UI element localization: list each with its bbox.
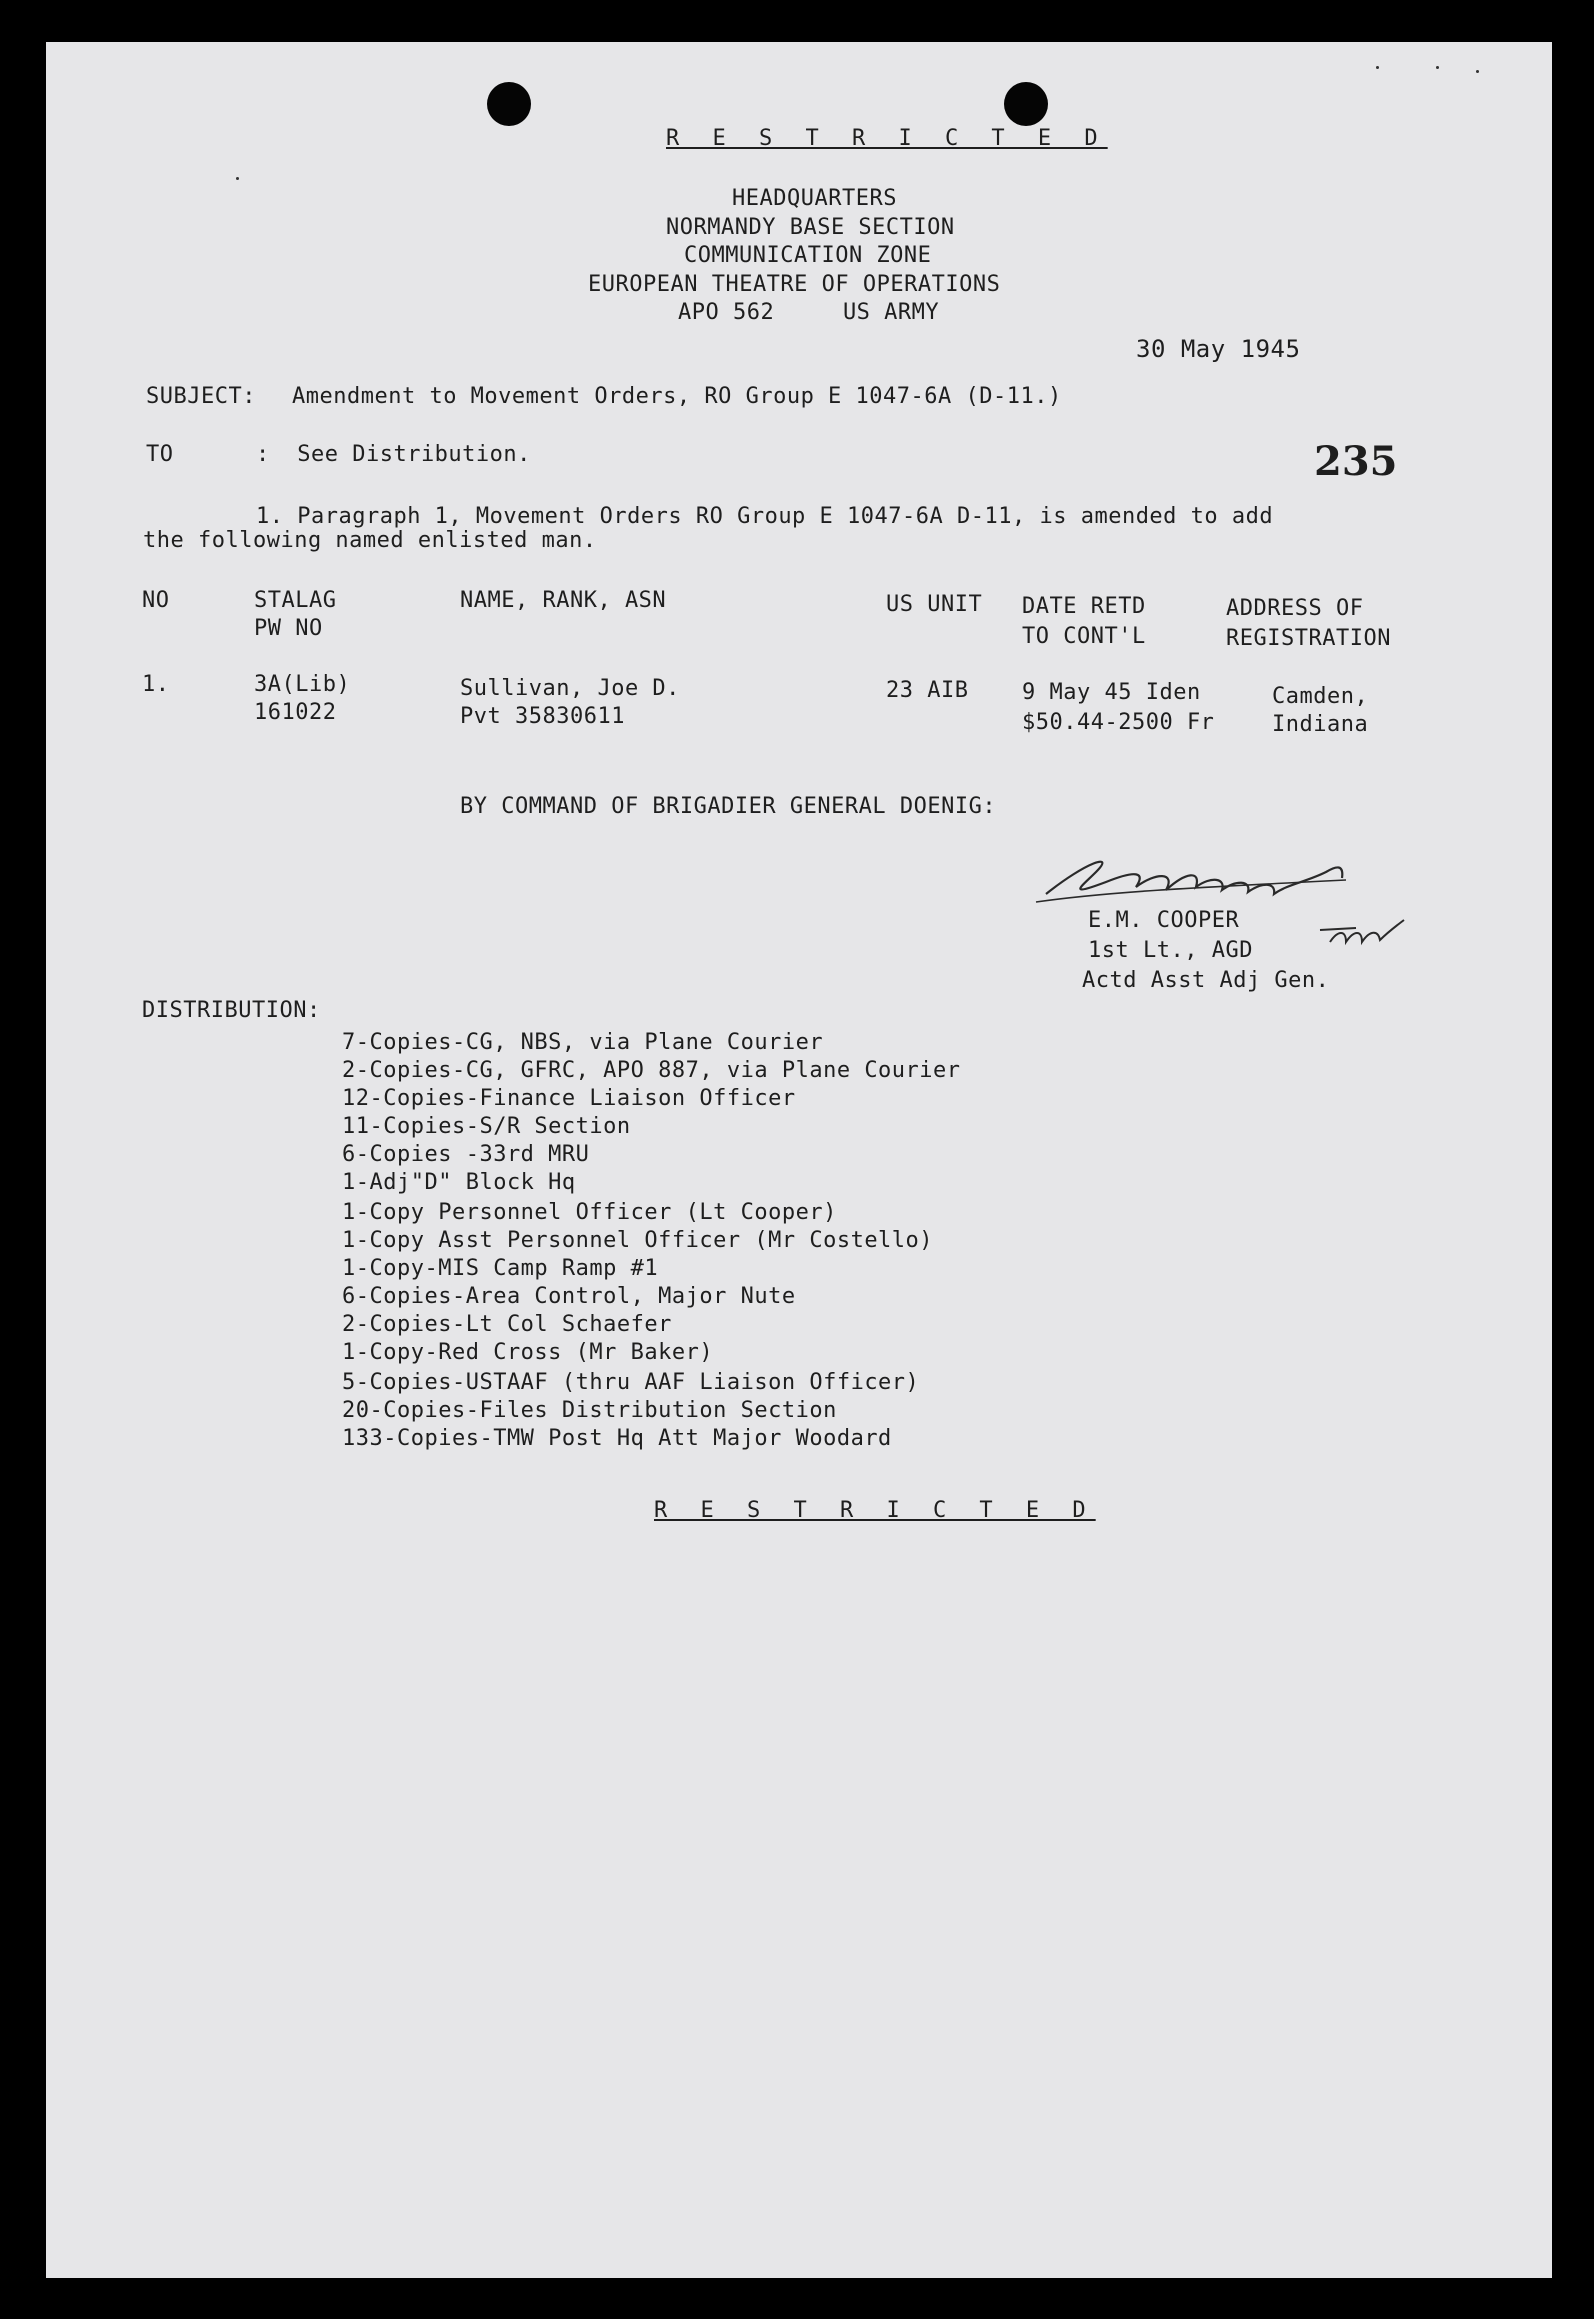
table-cell-date-2: $50.44-2500 Fr [1022,710,1215,735]
document-page [46,42,1552,2278]
table-cell-rank-asn: Pvt 35830611 [460,704,625,729]
table-cell-address-2: Indiana [1272,712,1369,737]
subject-label: SUBJECT: [146,384,256,409]
to-text: : See Distribution. [256,442,531,467]
classification-footer: R E S T R I C T E D [654,1498,1096,1523]
distribution-item: 20-Copies-Files Distribution Section [342,1398,837,1423]
distribution-item: 1-Copy Asst Personnel Officer (Mr Costello) [342,1228,934,1253]
letterhead-line-3: COMMUNICATION ZONE [684,243,932,268]
paragraph-line-1: 1. Paragraph 1, Movement Orders RO Group E 1047-6A D-11, is amended to add [256,504,1274,529]
table-header-date-2: TO CONT'L [1022,624,1146,649]
punch-hole-left [487,82,531,126]
signature-rank: 1st Lt., AGD [1088,938,1253,963]
speck [236,177,239,180]
speck [1376,66,1379,69]
table-header-stalag: STALAG [254,588,337,613]
table-header-unit: US UNIT [886,592,983,617]
subject-text: Amendment to Movement Orders, RO Group E 1047-6A (D-11.) [292,384,1062,409]
speck [1436,66,1439,69]
distribution-item: 2-Copies-CG, GFRC, APO 887, via Plane Courier [342,1058,961,1083]
table-cell-address-1: Camden, [1272,684,1369,709]
table-header-name: NAME, RANK, ASN [460,588,667,613]
table-cell-no: 1. [142,672,170,697]
table-cell-date-1: 9 May 45 Iden [1022,680,1201,705]
distribution-item: 133-Copies-TMW Post Hq Att Major Woodard [342,1426,892,1451]
punch-hole-right [1004,82,1048,126]
distribution-item: 6-Copies -33rd MRU [342,1142,590,1167]
distribution-item: 12-Copies-Finance Liaison Officer [342,1086,796,1111]
distribution-item: 1-Copy Personnel Officer (Lt Cooper) [342,1200,837,1225]
classification-header: R E S T R I C T E D [666,126,1108,151]
distribution-item: 7-Copies-CG, NBS, via Plane Courier [342,1030,824,1055]
letterhead-line-1: HEADQUARTERS [732,186,897,211]
document-date: 30 May 1945 [1136,335,1301,363]
table-header-no: NO [142,588,170,613]
paragraph-line-2: the following named enlisted man. [143,528,597,553]
distribution-item: 5-Copies-USTAAF (thru AAF Liaison Officer) [342,1370,920,1395]
table-cell-pw-no: 161022 [254,700,337,725]
table-header-address-1: ADDRESS OF [1226,596,1364,621]
table-header-address-2: REGISTRATION [1226,626,1391,651]
document-number: 235 [1314,438,1398,485]
speck [1476,70,1479,73]
distribution-item: 1-Copy-Red Cross (Mr Baker) [342,1340,714,1365]
table-cell-stalag: 3A(Lib) [254,672,351,697]
command-line: BY COMMAND OF BRIGADIER GENERAL DOENIG: [460,794,997,819]
distribution-item: 1-Adj"D" Block Hq [342,1170,576,1195]
table-cell-unit: 23 AIB [886,678,969,703]
distribution-item: 11-Copies-S/R Section [342,1114,631,1139]
handwritten-signature [1026,842,1376,912]
to-label: TO [146,442,174,467]
distribution-item: 1-Copy-MIS Camp Ramp #1 [342,1256,659,1281]
distribution-label: DISTRIBUTION: [142,998,321,1023]
letterhead-line-5: APO 562 US ARMY [678,300,940,325]
handwritten-initials [1316,912,1416,952]
table-header-date-1: DATE RETD [1022,594,1146,619]
letterhead-line-2: NORMANDY BASE SECTION [666,215,955,240]
letterhead-line-4: EUROPEAN THEATRE OF OPERATIONS [588,272,1001,297]
distribution-item: 6-Copies-Area Control, Major Nute [342,1284,796,1309]
signature-name: E.M. COOPER [1088,908,1240,933]
distribution-item: 2-Copies-Lt Col Schaefer [342,1312,672,1337]
table-header-pw-no: PW NO [254,616,323,641]
signature-title: Actd Asst Adj Gen. [1082,968,1330,993]
table-cell-name: Sullivan, Joe D. [460,676,680,701]
